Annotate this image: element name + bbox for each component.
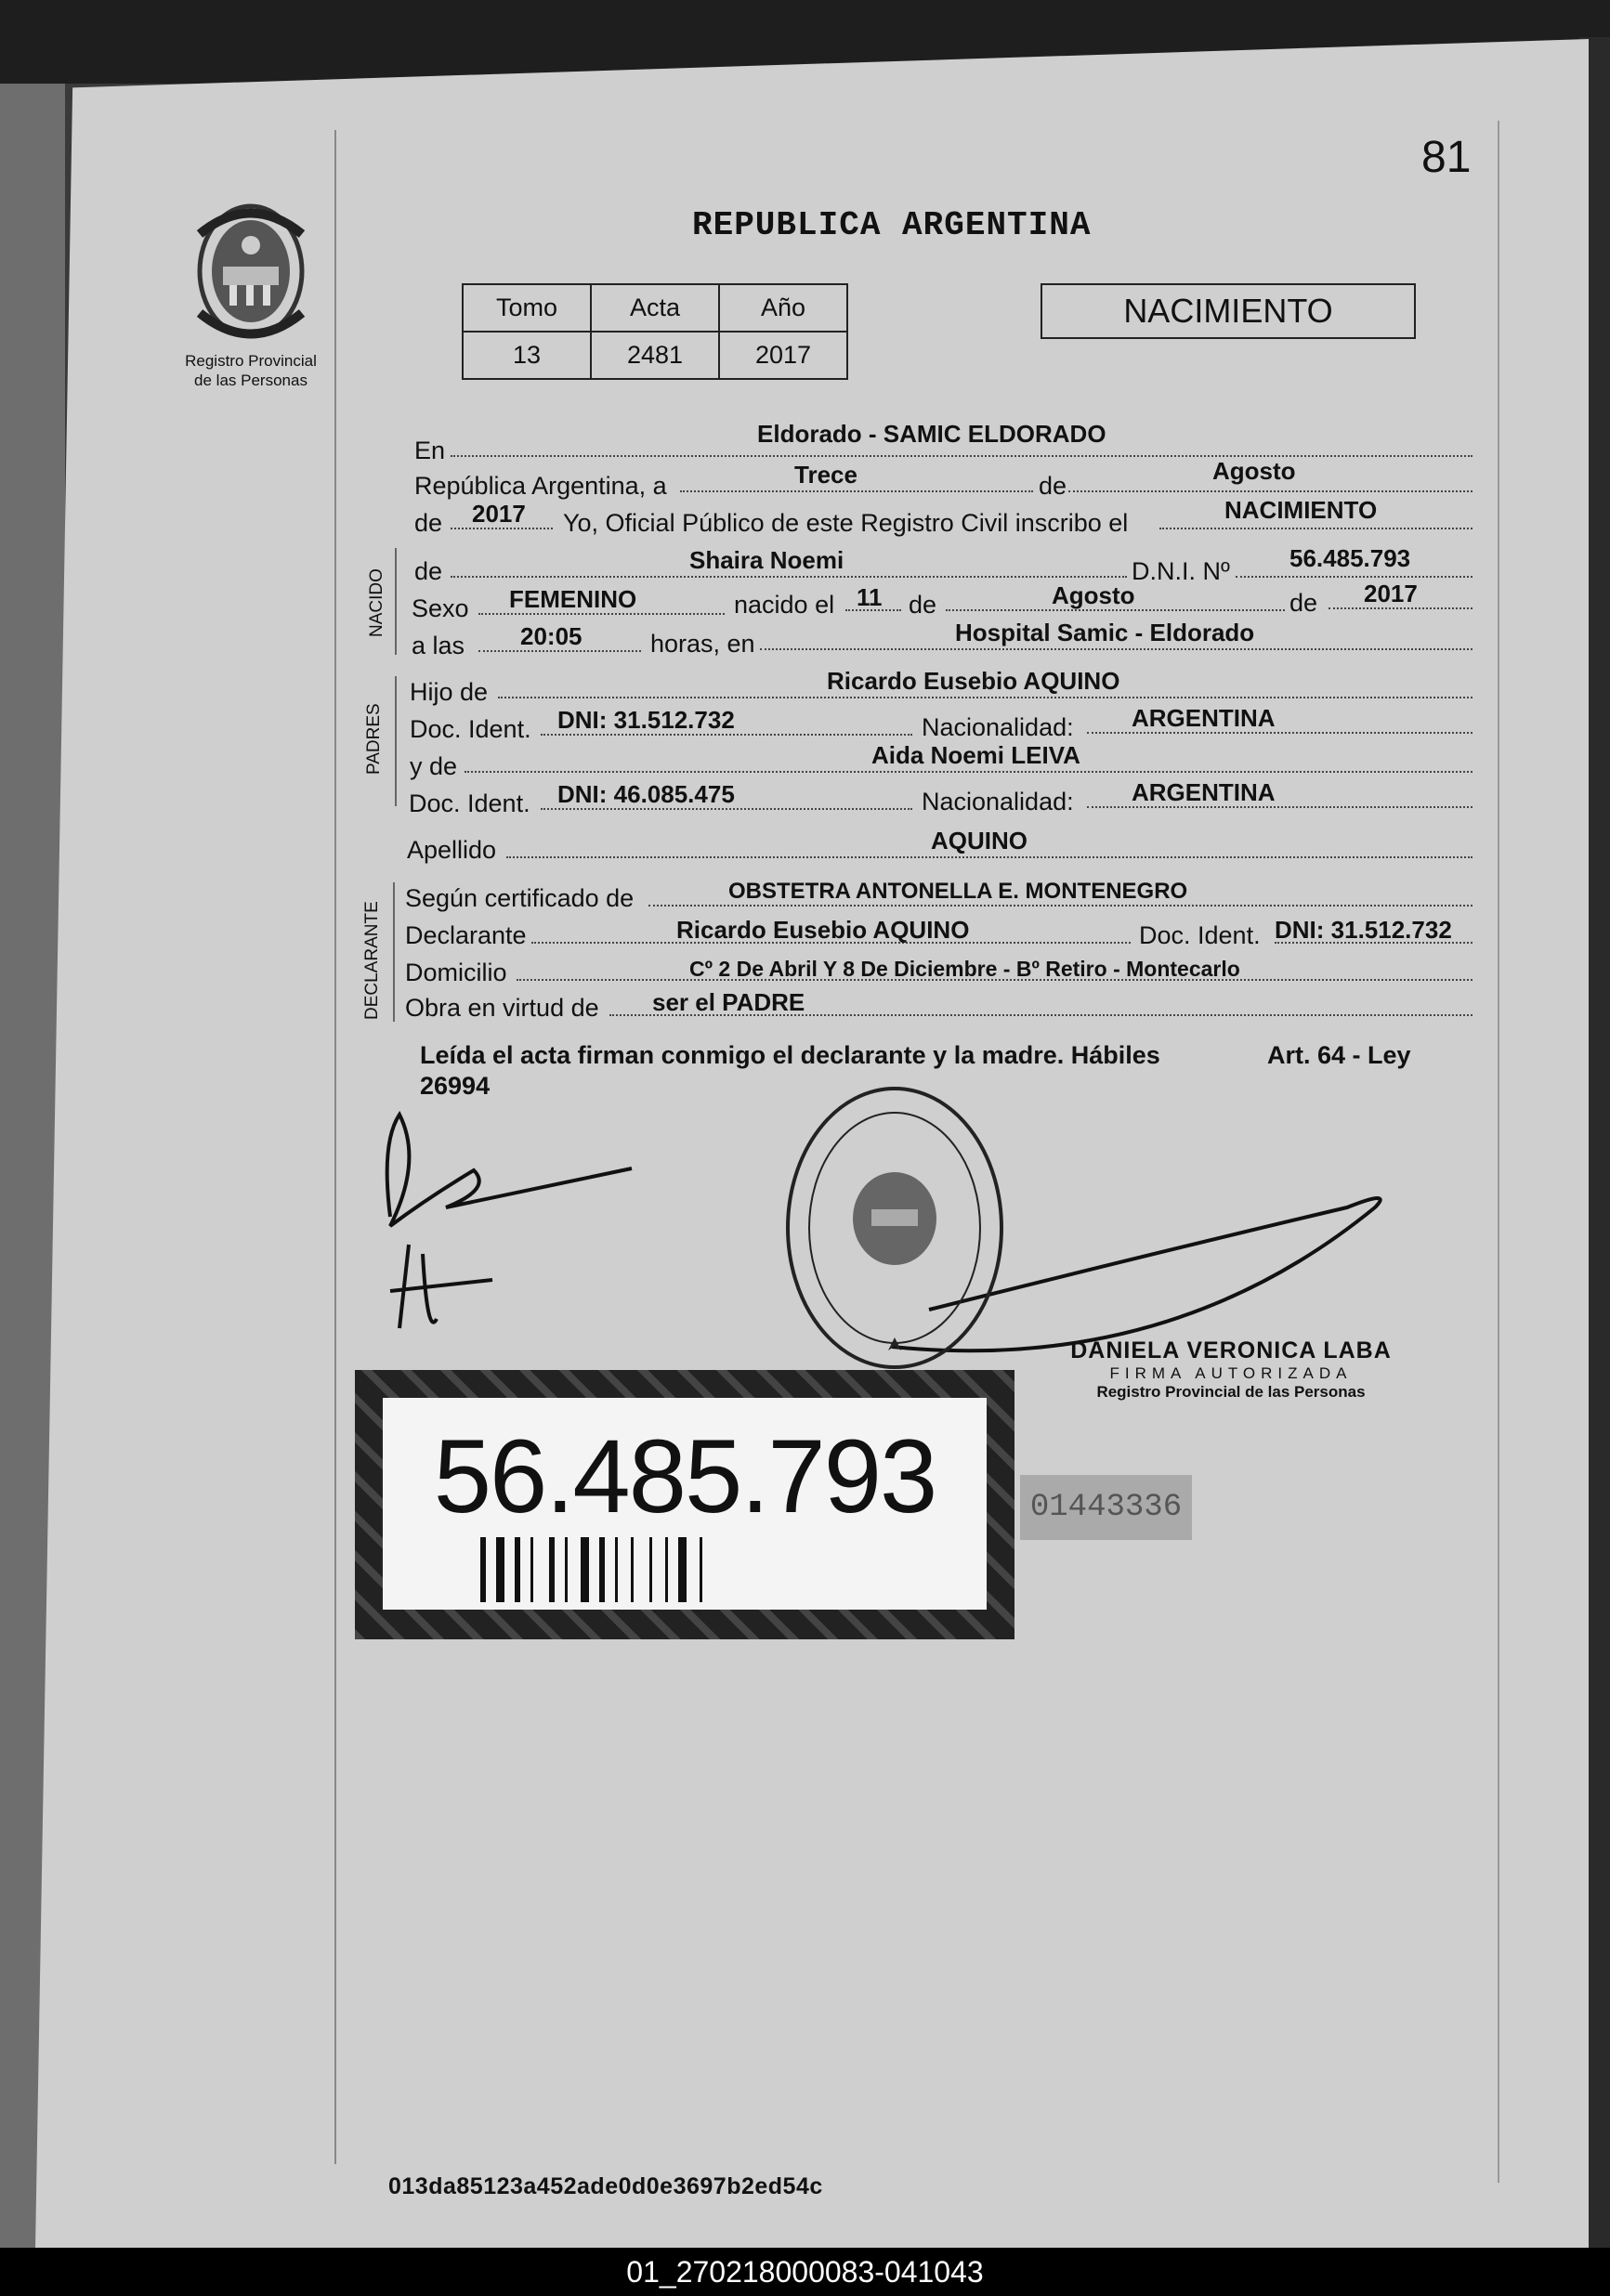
child-name-value: Shaira Noemi — [689, 546, 844, 574]
reference-table — [462, 283, 848, 380]
nacido-de-label: de — [414, 557, 443, 585]
official-name: DANIELA VERONICA LABA — [1070, 1337, 1392, 1363]
de-month-label: de — [909, 591, 937, 619]
de-label: de — [1039, 472, 1067, 500]
official-role: FIRMA AUTORIZADA — [1109, 1364, 1353, 1382]
mother-name-value: Aida Noemi LEIVA — [871, 741, 1080, 769]
apellido-value: AQUINO — [931, 827, 1028, 854]
place-value: Eldorado - SAMIC ELDORADO — [757, 420, 1106, 448]
nacido-section-label: NACIDO — [367, 568, 386, 637]
republic-label: República Argentina, a — [414, 472, 667, 500]
birth-day-value: 11 — [857, 583, 883, 611]
barcode-icon — [480, 1537, 870, 1602]
padres-section-label: PADRES — [364, 703, 384, 775]
padres-rule — [395, 676, 397, 806]
nacido-el-label: nacido el — [734, 591, 835, 619]
child-dni-value: 56.485.793 — [1289, 544, 1411, 572]
barcode-bar — [665, 1537, 668, 1602]
dotted-line — [760, 648, 1473, 650]
sexo-label: Sexo — [412, 594, 469, 622]
mother-doc-label: Doc. Ident. — [409, 789, 530, 817]
birth-year-value: 2017 — [1364, 580, 1418, 607]
day-words-value: Trece — [794, 461, 857, 489]
barcode-bar — [496, 1537, 504, 1602]
dotted-line — [1236, 576, 1473, 578]
address-value: Cº 2 De Abril Y 8 De Diciembre - Bº Retiro - Montecarlo — [689, 957, 1240, 981]
barcode-bar — [549, 1537, 555, 1602]
year-value: 2017 — [472, 500, 526, 528]
official-registry: Registro Provincial de las Personas — [1096, 1383, 1366, 1401]
reference-value-tomo: 13 — [463, 332, 591, 379]
closing-law: 26994 — [420, 1072, 491, 1100]
barcode-bar — [678, 1537, 687, 1602]
file-id: 01_270218000083-041043 — [626, 2255, 984, 2289]
label-white-area — [383, 1398, 987, 1610]
official-text: Yo, Oficial Público de este Registro Civil inscribo el — [563, 509, 1129, 537]
dotted-line — [506, 856, 1473, 858]
declarant-signatures — [372, 1105, 678, 1347]
reference-value-ano: 2017 — [719, 332, 847, 379]
document-hash: 013da85123a452ade0d0e3697b2ed54c — [388, 2173, 823, 2199]
dotted-line — [465, 771, 1473, 773]
dotted-line — [451, 576, 1127, 578]
y-de-label: y de — [410, 752, 458, 780]
capacity-value: ser el PADRE — [652, 988, 805, 1016]
father-name-value: Ricardo Eusebio AQUINO — [827, 667, 1120, 695]
birth-location-value: Hospital Samic - Eldorado — [955, 619, 1255, 646]
birth-time-value: 20:05 — [520, 622, 582, 650]
page-edge-rule — [1498, 121, 1499, 2183]
horas-en-label: horas, en — [650, 630, 755, 658]
reference-header-acta: Acta — [591, 284, 719, 332]
closing-article: Art. 64 - Ley — [1267, 1041, 1411, 1069]
id-number-label — [355, 1370, 1014, 1639]
registry-label-line2: de las Personas — [194, 372, 308, 389]
record-type-box: NACIMIENTO — [1041, 283, 1416, 339]
dotted-line — [680, 490, 1033, 492]
nacido-rule — [395, 548, 397, 655]
dotted-line — [1068, 490, 1473, 492]
declarante-section-label: DECLARANTE — [362, 901, 382, 1020]
dotted-line — [648, 905, 1473, 907]
barcode-bar — [615, 1537, 618, 1602]
declarante-doc-value: DNI: 31.512.732 — [1275, 916, 1452, 944]
birth-month-value: Agosto — [1052, 581, 1135, 609]
month-value: Agosto — [1212, 457, 1296, 485]
de-year-label: de — [414, 509, 443, 537]
mother-nationality-label: Nacionalidad: — [922, 788, 1074, 815]
hijo-de-label: Hijo de — [410, 678, 489, 706]
declarante-label: Declarante — [405, 921, 527, 949]
closing-text: Leída el acta firman conmigo el declarante y la madre. Hábiles — [420, 1041, 1160, 1069]
dotted-line — [1159, 528, 1473, 529]
cert-label: Según certificado de — [405, 884, 635, 912]
label-number: 56.485.793 — [433, 1418, 936, 1534]
father-nationality-value: ARGENTINA — [1132, 704, 1276, 732]
dotted-line — [451, 455, 1473, 457]
cert-value: OBSTETRA ANTONELLA E. MONTENEGRO — [728, 879, 1188, 904]
official-stamp — [779, 1079, 1011, 1376]
declarante-doc-label: Doc. Ident. — [1139, 921, 1261, 949]
registry-label-line1: Registro Provincial — [185, 352, 317, 370]
document-title: REPUBLICA ARGENTINA — [692, 206, 1092, 244]
de-year2-label: de — [1289, 589, 1318, 617]
sexo-value: FEMENINO — [509, 585, 637, 613]
serial-tag: 01443336 — [1020, 1475, 1192, 1540]
dni-label: D.N.I. Nº — [1132, 557, 1230, 585]
barcode-bar — [599, 1537, 605, 1602]
declarante-rule — [393, 882, 395, 1022]
inscription-value: NACIMIENTO — [1224, 496, 1378, 524]
registry-seal-icon — [190, 197, 311, 346]
a-las-label: a las — [412, 632, 465, 659]
en-label: En — [414, 437, 446, 464]
declarante-name-value: Ricardo Eusebio AQUINO — [676, 916, 970, 944]
barcode-bar — [530, 1537, 533, 1602]
registry-label — [167, 351, 334, 390]
father-doc-label: Doc. Ident. — [410, 715, 531, 743]
dotted-line — [1275, 942, 1473, 944]
dotted-line — [498, 697, 1473, 698]
father-doc-value: DNI: 31.512.732 — [557, 706, 735, 734]
barcode-bar — [565, 1537, 568, 1602]
mother-nationality-value: ARGENTINA — [1132, 778, 1276, 806]
barcode-bar — [649, 1537, 652, 1602]
domicilio-label: Domicilio — [405, 959, 507, 986]
reference-header-tomo: Tomo — [463, 284, 591, 332]
barcode-bar — [581, 1537, 589, 1602]
reference-value-acta: 2481 — [591, 332, 719, 379]
apellido-label: Apellido — [407, 836, 497, 864]
barcode-bar — [515, 1537, 520, 1602]
father-nationality-label: Nacionalidad: — [922, 713, 1074, 741]
mother-doc-value: DNI: 46.085.475 — [557, 780, 735, 808]
file-id-strip — [0, 2248, 1610, 2296]
reference-header-ano: Año — [719, 284, 847, 332]
barcode-bar — [631, 1537, 634, 1602]
barcode-bar — [480, 1537, 486, 1602]
official-signature-block — [1059, 1337, 1403, 1402]
page-number: 81 — [1421, 133, 1472, 182]
obra-label: Obra en virtud de — [405, 994, 599, 1022]
barcode-bar — [700, 1537, 702, 1602]
